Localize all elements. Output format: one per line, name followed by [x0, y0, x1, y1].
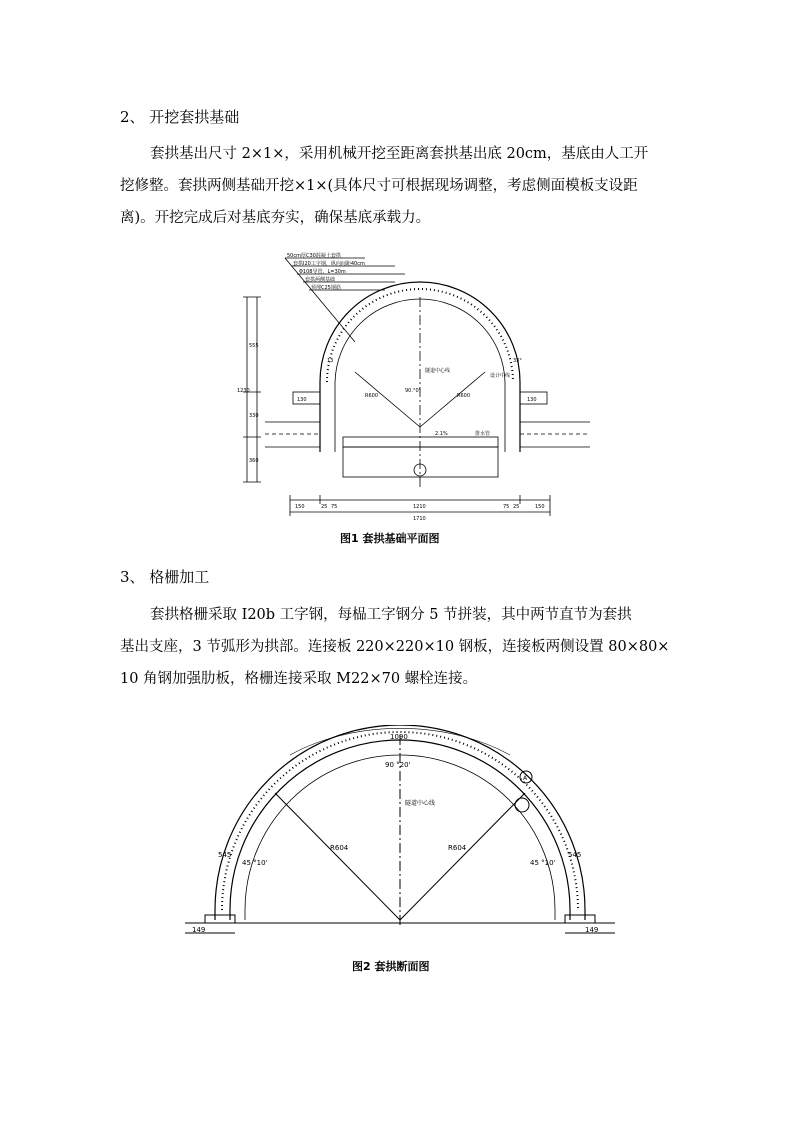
paragraph-line: 离)。开挖完成后对基底夯实，确保基底承载力。	[120, 210, 431, 226]
dim-a: 25	[321, 504, 328, 510]
figure-1-drawing	[235, 252, 595, 522]
side-left-dim: 130	[297, 397, 307, 403]
section-3-paragraph	[120, 599, 676, 695]
height-top: 555	[249, 343, 259, 349]
right-angle-label: 45 °10'	[530, 859, 556, 867]
figure-2-drawing	[180, 725, 620, 940]
note-text: 套拱两侧基础	[305, 277, 336, 283]
note-text: 套拱I20工字钢，纵向间距40cm	[293, 261, 365, 267]
side-right-dim: 130	[527, 397, 537, 403]
radius-right-label: R604	[448, 844, 467, 852]
tick-angle-label: 33°	[513, 358, 522, 364]
height-bottom: 360	[249, 458, 259, 464]
top-angle-label: 90 °20'	[385, 761, 411, 769]
dim-d: 25	[513, 504, 520, 510]
left-angle-label: 45 °10'	[242, 859, 268, 867]
dim-b: 75	[331, 504, 338, 510]
radius-left-label: R604	[330, 844, 349, 852]
base-right-label: 149	[585, 926, 599, 934]
section-3-heading: 3、 格栅加工	[120, 568, 210, 586]
height-total: 1230	[237, 388, 250, 394]
right-length-label: 545	[568, 851, 582, 859]
paragraph-line: 基出支座，3 节弧形为拱部。连接板 220×220×10 钢板，连接板两侧设置 80×80×	[120, 639, 670, 655]
center-line-label: 隧道中心线	[405, 800, 436, 807]
left-length-label: 545	[218, 851, 232, 859]
paragraph-line: 套拱基出尺寸 2×1×，采用机械开挖至距离套拱基出底 20cm，基底由人工开	[150, 146, 649, 162]
dim-right-outer: 150	[535, 504, 545, 510]
figure-1-caption: 图1 套拱基础平面图	[340, 532, 440, 545]
paragraph-line: 套拱格栅采取 I20b 工字钢，每榀工字钢分 5 节拼装，其中两节直节为套拱	[150, 607, 632, 623]
radius-right-label: R600	[457, 393, 471, 399]
base-left-label: 149	[192, 926, 206, 934]
note-text: Φ108导管，L=30m	[299, 269, 346, 275]
dim-left-outer: 150	[295, 504, 305, 510]
dim-inner: 1210	[413, 504, 426, 510]
top-length-label: 1090	[390, 733, 408, 741]
height-mid: 330	[249, 413, 259, 419]
radius-left-label: R600	[365, 393, 379, 399]
note-text: 50cm厚C30混凝土套拱	[287, 253, 341, 259]
design-line-label: 设计中线	[490, 373, 511, 379]
figure-2-caption: 图2 套拱断面图	[352, 960, 430, 973]
center-line-label: 隧道中心线	[425, 368, 451, 374]
paragraph-line: 挖修整。套拱两侧基础开挖×1×(具体尺寸可根据现场调整，考虑侧面模板支设距	[120, 178, 638, 194]
dim-total: 1710	[413, 516, 426, 522]
dim-c: 75	[503, 504, 510, 510]
slope-label: 2.1%	[435, 431, 448, 437]
angle-label: 90.°0'	[405, 388, 421, 394]
section-2-paragraph	[120, 138, 676, 234]
tick-top-label: 13	[327, 358, 334, 364]
marker-label: A	[523, 775, 528, 782]
drain-label: 排水管	[475, 431, 491, 437]
note-text: 预埋C25钢筋	[311, 285, 341, 291]
section-2-heading: 2、 开挖套拱基础	[120, 108, 240, 126]
paragraph-line: 10 角钢加强肋板，格栅连接采取 M22×70 螺栓连接。	[120, 671, 478, 687]
